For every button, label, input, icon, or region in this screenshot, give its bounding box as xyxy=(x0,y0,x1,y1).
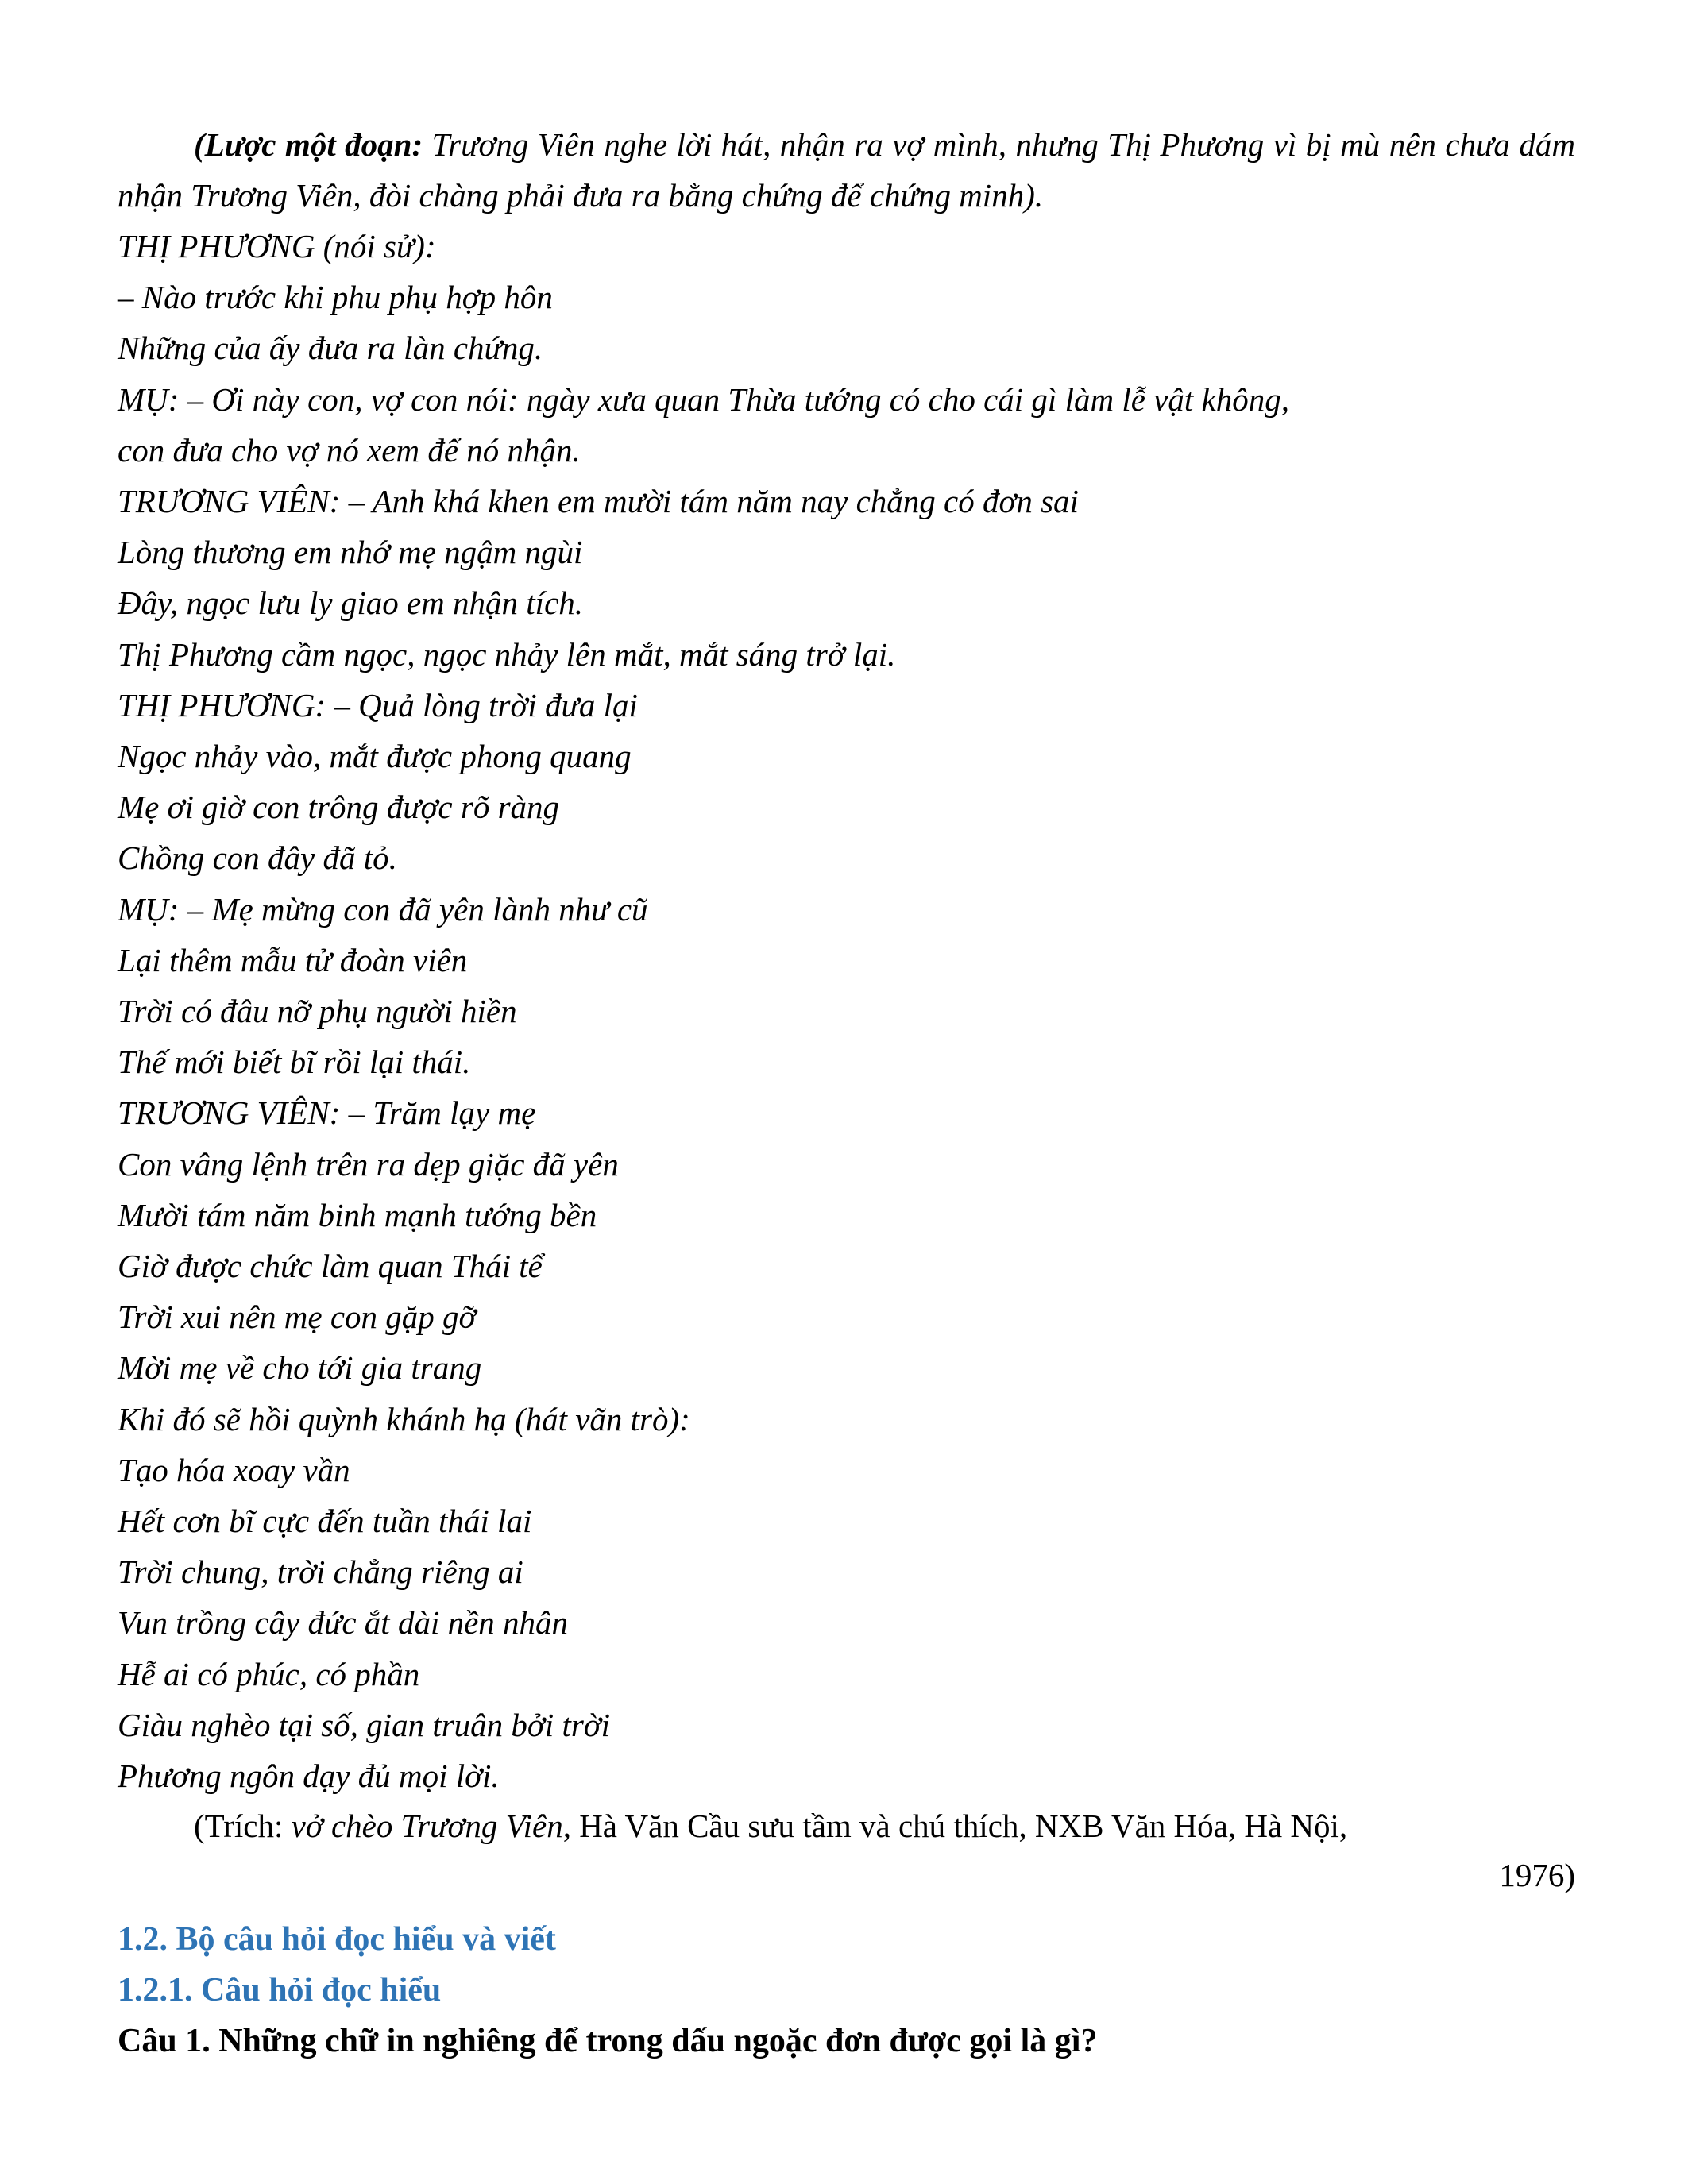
verse-line: Giờ được chức làm quan Thái tể xyxy=(118,1248,543,1285)
intro-text: Trương Viên nghe lời hát, nhận ra vợ mình, nhưng Thị Phương vì bị mù nên chưa dám nhận Trương Viên, đòi chàng phải đưa ra bằng chứng để chứng minh). xyxy=(118,126,1575,214)
question-1: Câu 1. Những chữ in nghiêng để trong dấu ngoặc đơn được gọi là gì? xyxy=(118,2023,1098,2060)
verse-line: Lòng thương em nhớ mẹ ngậm ngùi xyxy=(118,534,583,571)
verse-line: Trời chung, trời chẳng riêng ai xyxy=(118,1553,523,1591)
verse-line: Lại thêm mẫu tử đoàn viên xyxy=(118,941,468,978)
verse-line: Con vâng lệnh trên ra dẹp giặc đã yên xyxy=(118,1145,619,1183)
citation-work: vở chèo Trương Viên xyxy=(291,1808,563,1845)
verse-line: Đây, ngọc lưu ly giao em nhận tích. xyxy=(118,585,584,622)
verse-line: Trời có đâu nỡ phụ người hiền xyxy=(118,993,517,1030)
verse-block xyxy=(118,221,1575,1801)
citation-year: 1976) xyxy=(1499,1857,1575,1894)
verse-line: Hễ ai có phúc, có phần xyxy=(118,1655,420,1692)
verse-line: Mười tám năm binh mạnh tướng bền xyxy=(118,1196,597,1233)
verse-line: Thị Phương cầm ngọc, ngọc nhảy lên mắt, mắt sáng trở lại. xyxy=(118,635,896,673)
verse-line: Thế mới biết bĩ rồi lại thái. xyxy=(118,1044,471,1081)
verse-line: con đưa cho vợ nó xem để nó nhận. xyxy=(118,431,581,469)
verse-line: TRƯƠNG VIÊN: – Trăm lạy mẹ xyxy=(118,1094,536,1132)
verse-line: TRƯƠNG VIÊN: – Anh khá khen em mười tám năm nay chẳng có đơn sai xyxy=(118,483,1079,520)
document-page xyxy=(118,119,1575,2066)
verse-line: Những của ấy đưa ra làn chứng. xyxy=(118,330,543,367)
verse-line: Vun trồng cây đức ắt dài nền nhân xyxy=(118,1604,569,1642)
verse-line: THỊ PHƯƠNG: – Quả lòng trời đưa lại xyxy=(118,686,638,723)
verse-line: MỤ: – Ơi này con, vợ con nói: ngày xưa quan Thừa tướng có cho cái gì làm lễ vật không, xyxy=(118,380,1289,418)
verse-line: Mời mẹ về cho tới gia trang xyxy=(118,1349,482,1387)
verse-line: Trời xui nên mẹ con gặp gỡ xyxy=(118,1298,477,1336)
verse-line: MỤ: – Mẹ mừng con đã yên lành như cũ xyxy=(118,890,648,928)
verse-line: THỊ PHƯƠNG (nói sử): xyxy=(118,228,436,264)
verse-line: Phương ngôn dạy đủ mọi lời. xyxy=(118,1758,500,1795)
citation-prefix: (Trích: xyxy=(194,1808,292,1845)
verse-line: Ngọc nhảy vào, mắt được phong quang xyxy=(118,738,632,775)
citation-rest: , Hà Văn Cầu sưu tầm và chú thích, NXB Văn Hóa, Hà Nội, xyxy=(562,1808,1348,1845)
verse-line: Mẹ ơi giờ con trông được rõ ràng xyxy=(118,789,560,826)
verse-line: Chồng con đây đã tỏ. xyxy=(118,839,397,877)
subsection-heading: 1.2.1. Câu hỏi đọc hiểu xyxy=(118,1972,442,2009)
verse-line: – Nào trước khi phu phụ hợp hôn xyxy=(118,279,553,316)
intro-label: (Lược một đoạn: xyxy=(194,126,423,163)
verse-line: Tạo hóa xoay vần xyxy=(118,1451,350,1488)
verse-line: Khi đó sẽ hồi quỳnh khánh hạ (hát vãn trò): xyxy=(118,1400,690,1437)
intro-paragraph xyxy=(118,119,1575,221)
citation xyxy=(118,1801,1575,1850)
verse-line: Hết cơn bĩ cực đến tuần thái lai xyxy=(118,1503,532,1540)
verse-line: Giàu nghèo tại số, gian truân bởi trời xyxy=(118,1706,611,1743)
section-heading: 1.2. Bộ câu hỏi đọc hiểu và viết xyxy=(118,1921,556,1958)
